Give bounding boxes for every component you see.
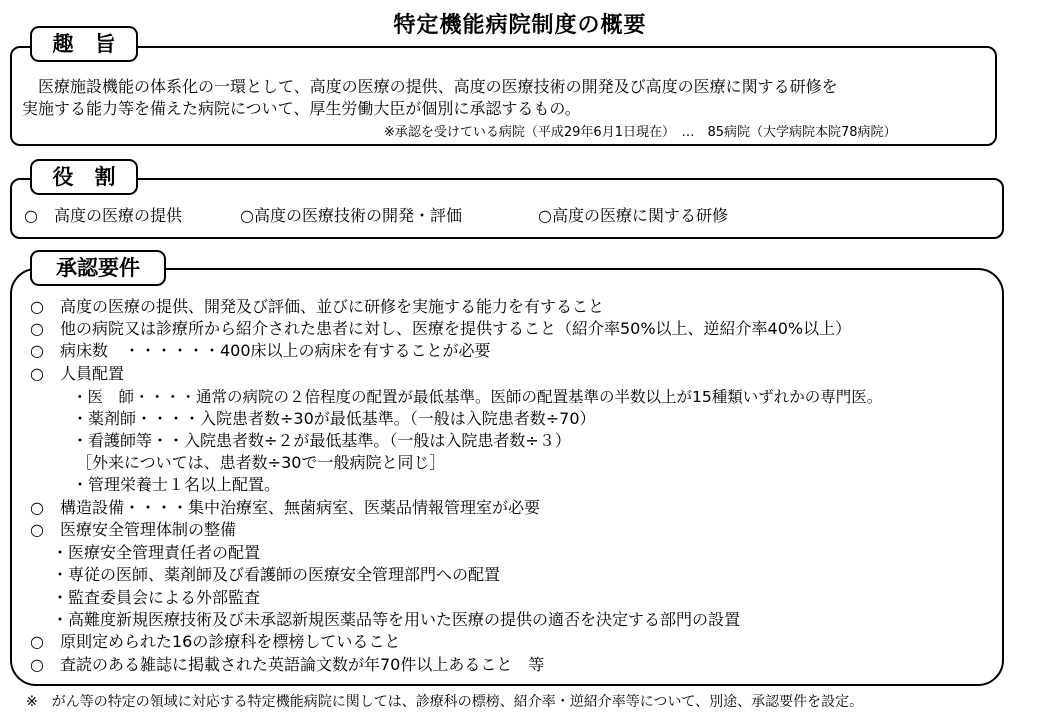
- requirements-heading: 承認要件: [30, 250, 166, 286]
- requirement-subline: ・専従の医師、薬剤師及び看護師の医療安全管理部門への配置: [52, 565, 501, 584]
- requirement-line: ○ 病床数 ・・・・・・400床以上の病床を有することが必要: [30, 341, 491, 360]
- requirement-line: ○ 高度の医療の提供、開発及び評価、並びに研修を実施する能力を有すること: [30, 297, 604, 316]
- requirement-line: ○ 他の病院又は診療所から紹介された患者に対し、医療を提供すること（紹介率50%以上、逆紹介率40%以上）: [30, 319, 852, 338]
- requirement-subline: ・高難度新規医療技術及び未承認新規医薬品等を用いた医療の提供の適否を決定する部門の設置: [52, 610, 741, 629]
- requirement-line: ○ 医療安全管理体制の整備: [30, 520, 236, 539]
- requirement-line: ○ 原則定められた16の診療科を標榜していること: [30, 632, 401, 651]
- purpose-text-line: 実施する能力等を備えた病院について、厚生労働大臣が個別に承認するもの。: [22, 99, 581, 118]
- footnote: ※ がん等の特定の領域に対応する特定機能病院に関しては、診療科の標榜、紹介率・逆紹介率等について、別途、承認要件を設定。: [26, 694, 864, 710]
- purpose-text-line: 医療施設機能の体系化の一環として、高度の医療の提供、高度の医療技術の開発及び高度の医療に関する研修を: [22, 77, 838, 96]
- role-item: ○高度の医療技術の開発・評価: [240, 206, 462, 225]
- page-title: 特定機能病院制度の概要: [393, 13, 647, 38]
- role-item: ○ 高度の医療の提供: [24, 206, 182, 225]
- roles-heading: 役 割: [30, 159, 138, 195]
- requirement-line: ○ 人員配置: [30, 364, 124, 383]
- requirement-subline: ・薬剤師・・・・入院患者数÷30が最低基準。（一般は入院患者数÷70）: [72, 409, 596, 428]
- requirement-subline: ・医 師・・・・通常の病院の２倍程度の配置が最低基準。医師の配置基準の半数以上が15種類いずれかの専門医。: [72, 388, 883, 406]
- requirement-line: ○ 構造設備・・・・集中治療室、無菌病室、医薬品情報管理室が必要: [30, 498, 540, 517]
- requirement-subline: ・管理栄養士１名以上配置。: [72, 475, 281, 494]
- role-item: ○高度の医療に関する研修: [538, 206, 728, 225]
- requirement-subline: ・監査委員会による外部監査: [52, 588, 261, 607]
- requirement-subline: ［外来については、患者数÷30で一般病院と同じ］: [76, 453, 446, 472]
- purpose-heading: 趣 旨: [30, 26, 138, 62]
- requirement-line: ○ 査読のある雑誌に掲載された英語論文数が年70件以上あること 等: [30, 655, 545, 674]
- purpose-note: ※承認を受けている病院（平成29年6月1日現在） … 85病院（大学病院本院78病院）: [384, 125, 897, 140]
- requirement-subline: ・医療安全管理責任者の配置: [52, 543, 261, 562]
- requirement-subline: ・看護師等・・入院患者数÷２が最低基準。（一般は入院患者数÷３）: [72, 431, 571, 450]
